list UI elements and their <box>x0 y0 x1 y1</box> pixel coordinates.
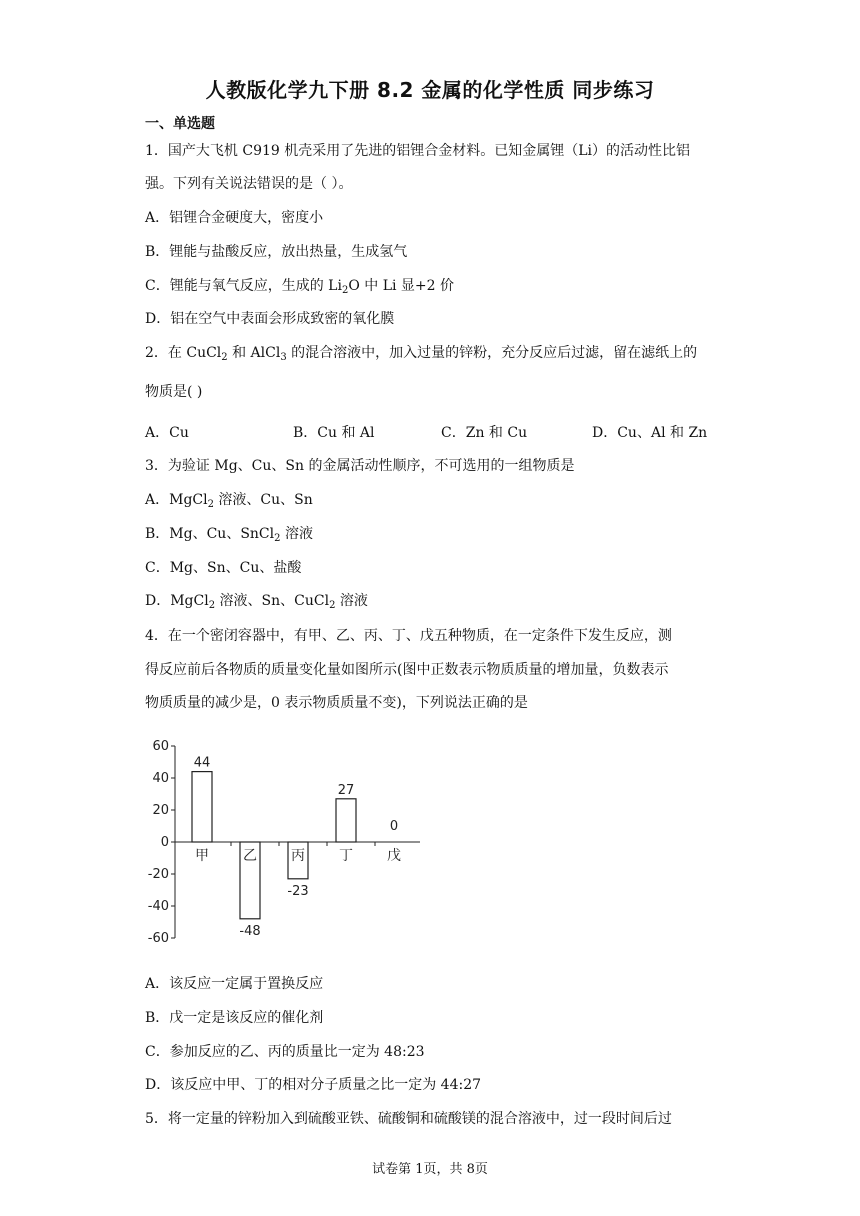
data-label: 44 <box>193 755 211 771</box>
section-heading: 一、单选题 <box>145 116 215 132</box>
data-label: -23 <box>287 883 309 899</box>
q1-stem-line1: 1．国产大飞机 C919 机壳采用了先进的铝锂合金材料。已知金属锂（Li）的活动性比铝 <box>145 143 691 159</box>
q3-option-c: C．Mg、Sn、Cu、盐酸 <box>145 560 302 576</box>
q3-stem: 3．为验证 Mg、Cu、Sn 的金属活动性顺序，不可选用的一组物质是 <box>145 458 575 474</box>
data-label: -48 <box>239 923 261 939</box>
q4-stem-line2: 得反应前后各物质的质量变化量如图所示(图中正数表示物质质量的增加量，负数表示 <box>145 662 669 678</box>
category-label: 甲 <box>195 848 209 864</box>
q1-option-d: D．铝在空气中表面会形成致密的氧化膜 <box>145 311 395 327</box>
mass-change-bar-chart <box>140 730 440 955</box>
q4-option-c: C．参加反应的乙、丙的质量比一定为 48:23 <box>145 1044 425 1060</box>
y-tick-label: 20 <box>152 803 169 818</box>
bar-甲 <box>192 772 212 842</box>
page-title: 人教版化学九下册 8.2 金属的化学性质 同步练习 <box>205 78 655 102</box>
q1-option-b: B．锂能与盐酸反应，放出热量，生成氢气 <box>145 244 408 260</box>
q4-stem-line3: 物质质量的减少是，0 表示物质质量不变)，下列说法正确的是 <box>145 695 528 711</box>
category-label: 戊 <box>387 848 401 864</box>
category-label: 丁 <box>339 848 353 864</box>
q2-option-b: B．Cu 和 Al <box>293 425 375 441</box>
y-tick-label: -60 <box>147 931 169 946</box>
q2-stem-line2: 物质是( ) <box>145 384 203 400</box>
q2-option-a: A．Cu <box>145 425 189 441</box>
bar-丁 <box>336 799 356 842</box>
data-label: 27 <box>337 782 355 798</box>
q3-option-b: B．Mg、Cu、SnCl$_2$ 溶液 <box>145 526 313 544</box>
data-label: 0 <box>389 819 399 834</box>
category-label: 乙 <box>243 848 257 864</box>
q3-option-d: D．MgCl$_2$ 溶液、Sn、CuCl$_2$ 溶液 <box>145 593 368 611</box>
q1-option-a: A．铝锂合金硬度大，密度小 <box>145 210 324 226</box>
y-tick-label: -40 <box>147 899 169 914</box>
q3-option-a: A．MgCl$_2$ 溶液、Cu、Sn <box>145 492 313 510</box>
category-label: 丙 <box>291 848 305 864</box>
q4-option-a: A．该反应一定属于置换反应 <box>145 976 324 992</box>
y-tick-label: -20 <box>147 867 169 882</box>
q1-option-c: C．锂能与氧气反应，生成的 $Li_2O$ 中 Li 显+2 价 <box>145 278 455 296</box>
q2-option-c: C．Zn 和 Cu <box>441 425 528 441</box>
page-footer: 试卷第 1页，共 8页 <box>372 1162 488 1177</box>
q2-stem-line1: 2．在 CuCl$_2$ 和 AlCl$_3$ 的混合溶液中，加入过量的锌粉，充分反应后过滤，留在滤纸上的 <box>145 345 698 363</box>
q4-stem-line1: 4．在一个密闭容器中，有甲、乙、丙、丁、戊五种物质，在一定条件下发生反应，测 <box>145 628 672 644</box>
y-tick-label: 0 <box>160 835 169 850</box>
q1-stem-line2: 强。下列有关说法错误的是（ ）。 <box>145 176 353 192</box>
y-tick-label: 60 <box>152 739 169 754</box>
q4-option-d: D．该反应中甲、丁的相对分子质量之比一定为 44:27 <box>145 1077 482 1093</box>
q5-stem-line1: 5．将一定量的锌粉加入到硫酸亚铁、硫酸铜和硫酸镁的混合溶液中，过一段时间后过 <box>145 1111 672 1127</box>
q4-option-b: B．戊一定是该反应的催化剂 <box>145 1010 324 1026</box>
y-tick-label: 40 <box>152 771 169 786</box>
q2-option-d: D．Cu、Al 和 Zn <box>592 425 708 441</box>
